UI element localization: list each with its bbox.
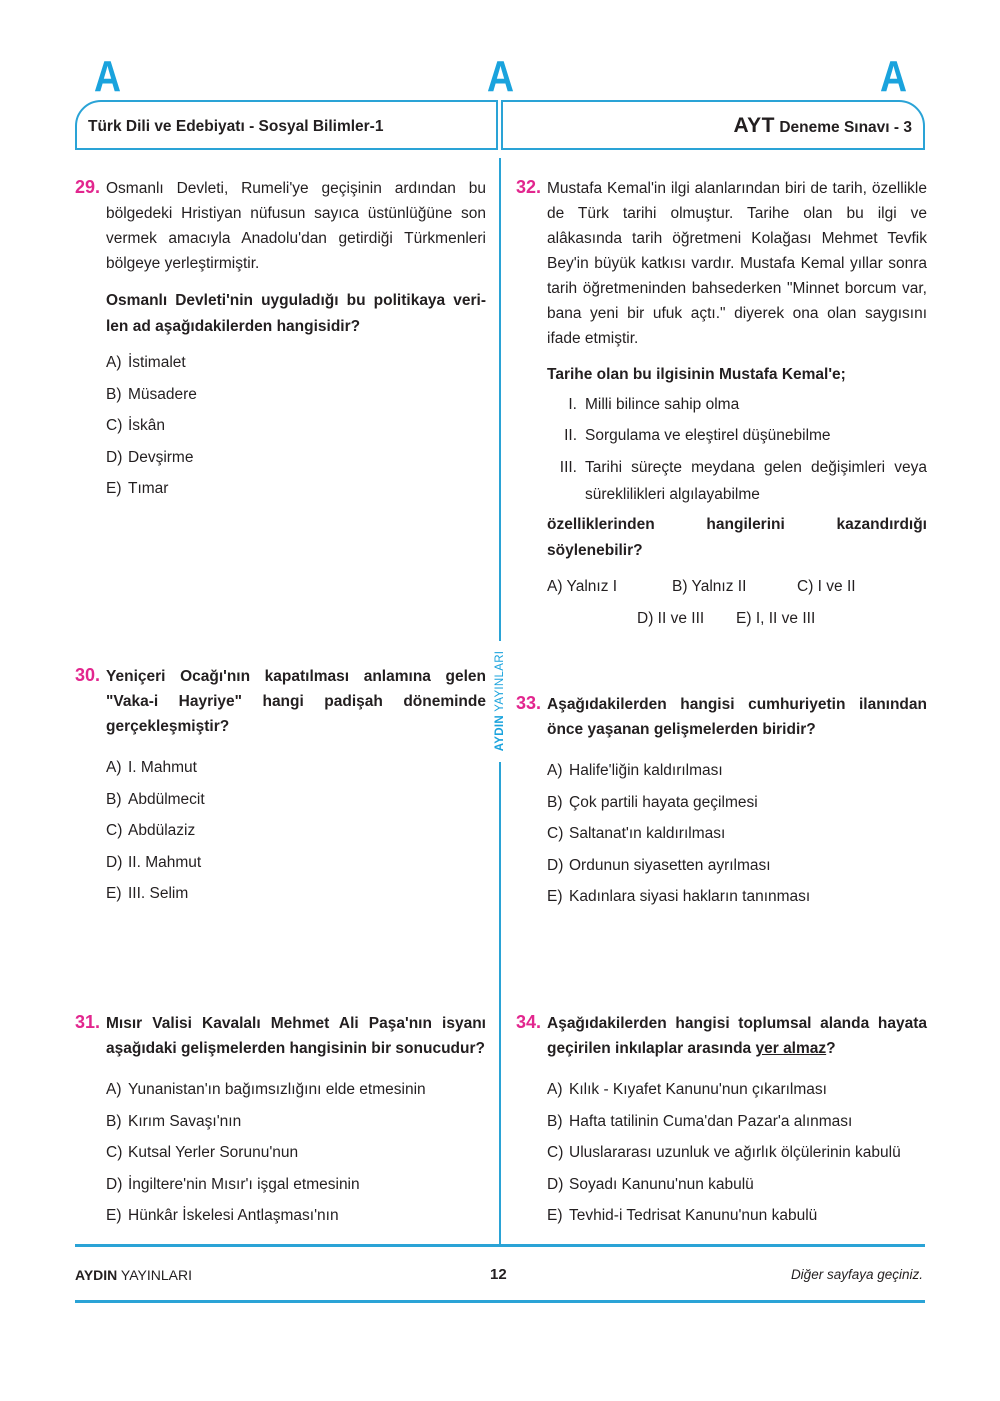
subject-title: Türk Dili ve Edebiyatı - Sosyal Bilimler-1 <box>88 118 384 135</box>
option-e[interactable]: E) Hünkâr İskelesi Antlaşması'nın <box>106 1207 339 1224</box>
question-ask: Aşağıdakilerden hangisi cumhuriyetin ilanından önce yaşanan gelişmelerden biridir? <box>547 696 927 738</box>
option-b[interactable]: B) Çok partili hayata geçilmesi <box>547 793 758 811</box>
question-lead: Tarihe olan bu ilgisinin Mustafa Kemal'e; <box>547 366 846 383</box>
option-d[interactable]: D) II. Mahmut <box>106 853 202 871</box>
option-c[interactable]: C) İskân <box>106 417 166 434</box>
question-number: 30. <box>75 665 101 685</box>
question-32 <box>516 176 927 631</box>
question-ask: Osmanlı Devleti'nin uyguladığı bu politikaya veri-len ad aşağıdakilerden hangisidir? <box>106 292 486 335</box>
footer-publisher: AYDIN YAYINLARI <box>75 1267 192 1283</box>
booklet-letter-center: A <box>487 52 515 101</box>
option-b[interactable]: B) Kırım Savaşı'nın <box>106 1112 242 1130</box>
option-a[interactable]: A) Halife'liğin kaldırılması <box>547 762 723 779</box>
question-ask: Mısır Valisi Kavalalı Mehmet Ali Paşa'nın isyanı aşağıdaki gelişmelerden hangisinin bir sonucudur? <box>106 1015 486 1057</box>
option-d[interactable]: D) Soyadı Kanunu'nun kabulü <box>547 1175 754 1193</box>
option-e[interactable]: E) Kadınlara siyasi hakların tanınması <box>547 888 811 905</box>
statement-3: III. Tarihi süreçte meydana gelen değişimleri veya süreklilikleri algılayabilme <box>559 459 927 503</box>
option-a[interactable]: A) I. Mahmut <box>106 759 197 776</box>
option-a[interactable]: A) Yunanistan'ın bağımsızlığını elde etmesinin <box>106 1081 426 1098</box>
option-d[interactable]: D) Devşirme <box>106 448 194 466</box>
booklet-letter-left: A <box>94 52 122 101</box>
question-33 <box>516 692 927 916</box>
option-c[interactable]: C) I ve II <box>797 578 856 595</box>
option-b[interactable]: B) Hafta tatilinin Cuma'dan Pazar'a alınması <box>547 1112 853 1130</box>
question-number: 29. <box>75 177 101 197</box>
question-29 <box>75 176 486 508</box>
question-ask: özelliklerinden hangilerini kazandırdığı söylenebilir? <box>547 516 927 559</box>
question-number: 32. <box>516 177 542 197</box>
question-number: 33. <box>516 693 542 713</box>
option-a[interactable]: A) Yalnız I <box>547 578 618 595</box>
statement-2: II. Sorgulama ve eleştirel düşünebilme <box>564 427 831 444</box>
column-divider-bottom <box>499 762 501 1246</box>
question-ask: Yeniçeri Ocağı'nın kapatılması anlamına gelen "Vaka-i Hayriye" hangi padişah döneminde gerçekleşmiştir? <box>106 668 486 735</box>
exam-title <box>733 114 912 138</box>
side-brand-light: YAYINLARI <box>494 650 506 712</box>
booklet-letter-right: A <box>880 52 908 101</box>
option-b[interactable]: B) Yalnız II <box>672 578 747 595</box>
option-c[interactable]: C) Kutsal Yerler Sorunu'nun <box>106 1144 299 1161</box>
option-c[interactable]: C) Abdülaziz <box>106 822 196 839</box>
statement-1: I. Milli bilince sahip olma <box>568 396 740 413</box>
footer-rule-bottom <box>75 1300 925 1303</box>
option-b[interactable]: B) Abdülmecit <box>106 790 205 808</box>
option-e[interactable]: E) III. Selim <box>106 885 189 902</box>
option-a[interactable]: A) Kılık - Kıyafet Kanunu'nun çıkarılması <box>547 1081 827 1098</box>
option-d[interactable]: D) Ordunun siyasetten ayrılması <box>547 856 771 874</box>
question-stem: Osmanlı Devleti, Rumeli'ye geçişinin ardından bu bölgedeki Hristiyan nüfusun sayıca üstünlüğüne son vermek amacıyla Anadolu'dan getirdiği Türkmenleri bölgeye yerleştirmiştir. <box>106 180 486 272</box>
question-number: 34. <box>516 1012 542 1032</box>
footer-rule-top <box>75 1244 925 1247</box>
option-c[interactable]: C) Saltanat'ın kaldırılması <box>547 825 726 842</box>
option-c[interactable]: C) Uluslararası uzunluk ve ağırlık ölçülerinin kabulü <box>547 1144 901 1161</box>
option-d[interactable]: D) İngiltere'nin Mısır'ı işgal etmesinin <box>106 1175 360 1193</box>
question-30 <box>75 664 486 913</box>
underlined-negation: yer almaz <box>755 1040 827 1057</box>
next-page-note: Diğer sayfaya geçiniz. <box>790 1267 923 1282</box>
question-stem: Mustafa Kemal'in ilgi alanlarından biri de tarih, özellikle de Türk tarihi olmuştur. Tarihe olan bu ilgi ve alâkasında tarih öğretmeni Kolağası Mehmet Tevfik Bey'in büyük katkısı vardır. Mustafa Kemal yıllar sonra tarih öğretmeninden bahsederken "Minnet borcum var, bana yeni bir ufuk açtı." diyerek ona olan saygısını ifade etmiştir. <box>547 180 927 347</box>
question-31 <box>75 1011 486 1235</box>
page-number: 12 <box>490 1266 507 1283</box>
side-brand <box>490 645 510 757</box>
option-e[interactable]: E) Tevhid-i Tedrisat Kanunu'nun kabulü <box>547 1207 818 1224</box>
option-a[interactable]: A) İstimalet <box>106 354 186 371</box>
column-divider-top <box>499 158 501 641</box>
option-e[interactable]: E) I, II ve III <box>736 610 816 627</box>
side-brand-bold: AYDIN <box>494 715 506 752</box>
question-ask: Aşağıdakilerden hangisi toplumsal alanda hayata geçirilen inkılaplar arasında yer almaz? <box>547 1015 927 1057</box>
option-e[interactable]: E) Tımar <box>106 480 169 497</box>
exam-name: Deneme Sınavı - 3 <box>779 119 912 136</box>
option-b[interactable]: B) Müsadere <box>106 385 197 403</box>
option-d[interactable]: D) II ve III <box>637 610 705 627</box>
exam-prefix: AYT <box>733 114 776 137</box>
question-34 <box>516 1011 927 1235</box>
question-number: 31. <box>75 1012 101 1032</box>
